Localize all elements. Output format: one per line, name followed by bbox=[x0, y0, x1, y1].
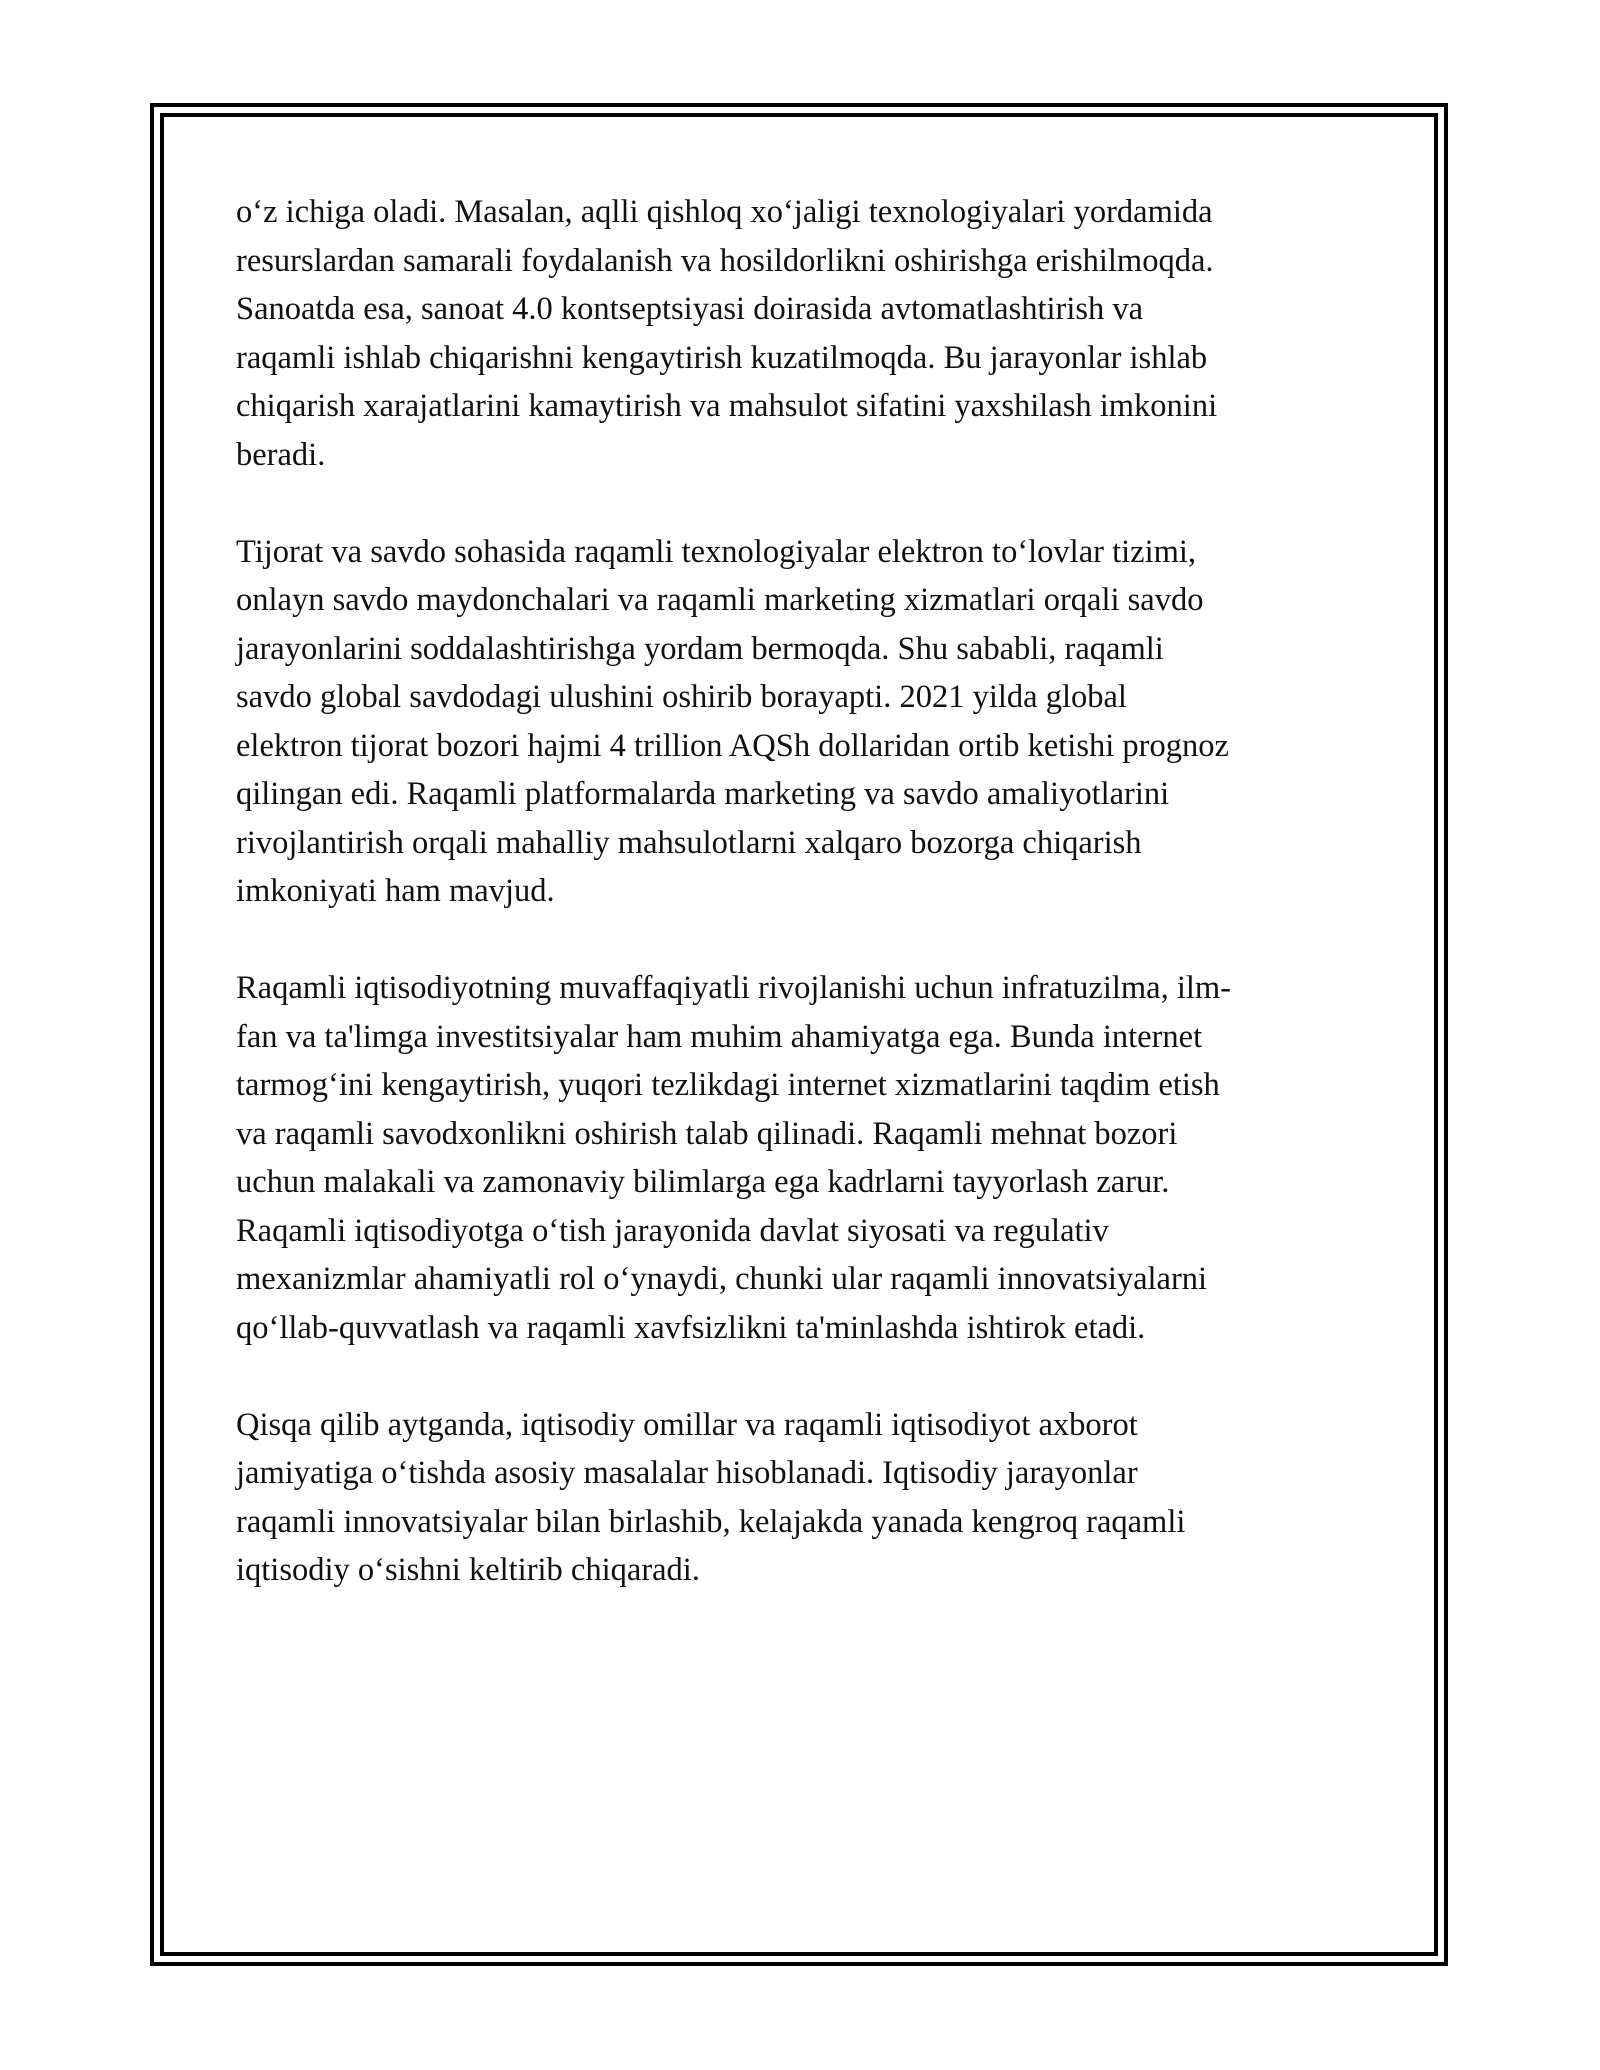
paragraph-1: o‘z ichiga oladi. Masalan, aqlli qishloq xo‘jaligi texnologiyalari yordamida resurslardan samarali foydalanish va hosildorlikni oshirishga erishilmoqda. Sanoatda esa, sanoat 4.0 kontseptsiyasi doirasida avtomatlashtirish va raqamli ishlab chiqarishni kengaytirish kuzatilmoqda. Bu jarayonlar ishlab chiqarish xarajatlarini kamaytirish va mahsulot sifatini yaxshilash imkonini beradi. bbox=[236, 194, 1218, 473]
document-body bbox=[236, 188, 1370, 1643]
paragraph-3: Raqamli iqtisodiyotning muvaffaqiyatli rivojlanishi uchun infratuzilma, ilm- fan va ta'limga investitsiyalar ham muhim ahamiyatga ega. Bunda internet tarmog‘ini kengaytirish, yuqori tezlikdagi internet xizmatlarini taqdim etish va raqamli savodxonlikni oshirish talab qilinadi. Raqamli mehnat bozori uchun malakali va zamonaviy bilimlarga ega kadrlarni tayyorlash zarur. Raqamli iqtisodiyotga o‘tish jarayonida davlat siyosati va regulativ mexanizmlar ahamiyatli rol o‘ynaydi, chunki ular raqamli innovatsiyalarni qo‘llab-quvvatlash va raqamli xavfsizlikni ta'minlashda ishtirok etadi. bbox=[236, 970, 1231, 1346]
paragraph-2: Tijorat va savdo sohasida raqamli texnologiyalar elektron to‘lovlar tizimi, onlayn savdo maydonchalari va raqamli marketing xizmatlari orqali savdo jarayonlarini soddalashtirishga yordam bermoqda. Shu sababli, raqamli savdo global savdodagi ulushini oshirib borayapti. 2021 yilda global elektron tijorat bozori hajmi 4 trillion AQSh dollaridan ortib ketishi prognoz qilingan edi. Raqamli platformalarda marketing va savdo amaliyotlarini rivojlantirish orqali mahalliy mahsulotlarni xalqaro bozorga chiqarish imkoniyati ham mavjud. bbox=[236, 533, 1229, 909]
paragraph-4: Qisqa qilib aytganda, iqtisodiy omillar va raqamli iqtisodiyot axborot jamiyatiga o‘tishda asosiy masalalar hisoblanadi. Iqtisodiy jarayonlar raqamli innovatsiyalar bilan birlashib, kelajakda yanada kengroq raqamli iqtisodiy o‘sishni keltirib chiqaradi. bbox=[236, 1406, 1186, 1588]
